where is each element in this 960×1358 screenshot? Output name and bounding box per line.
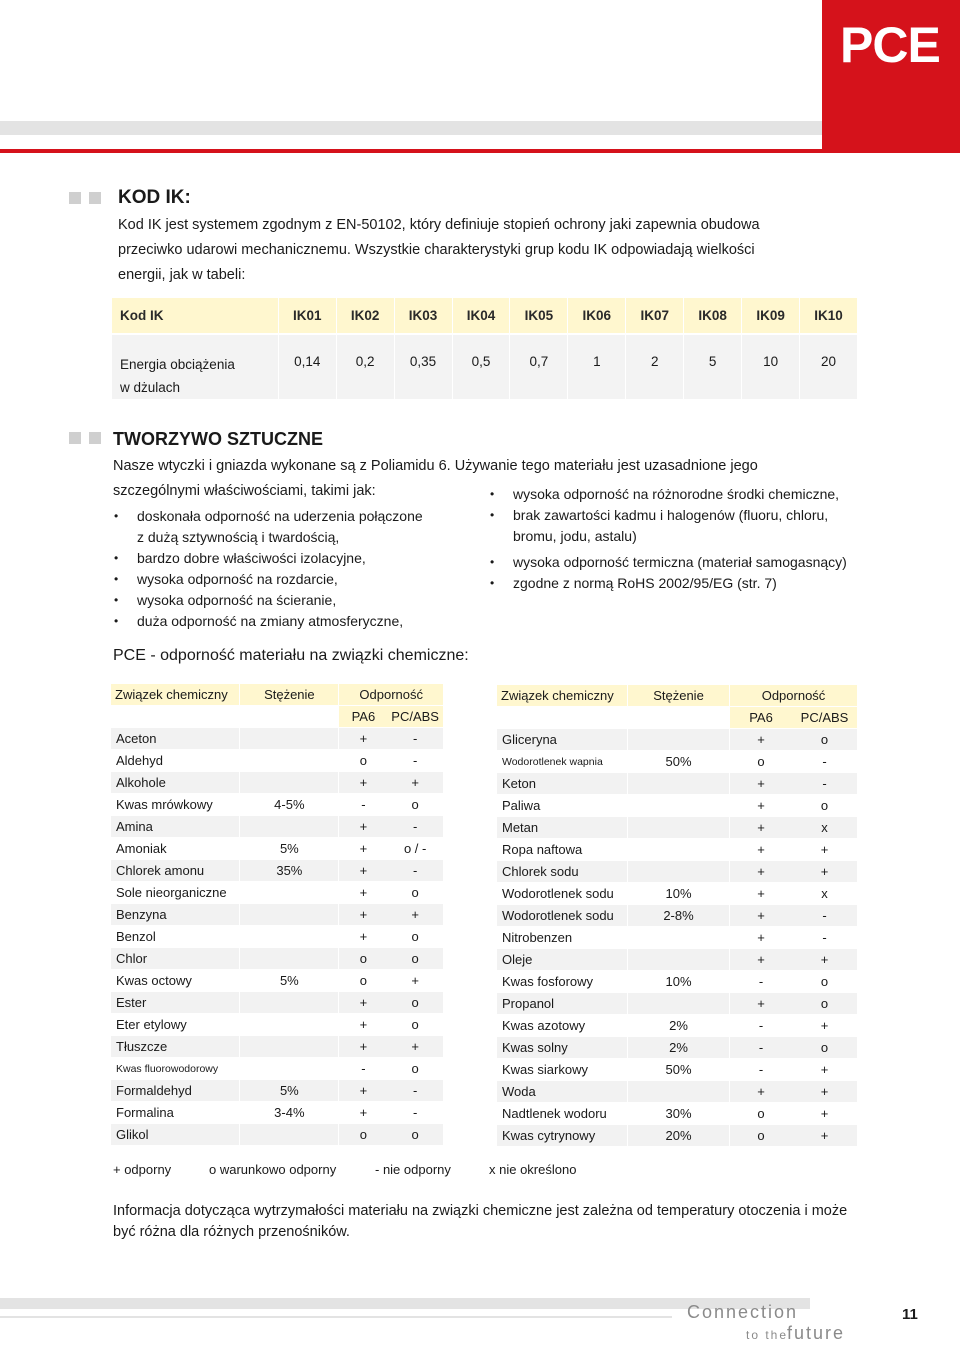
chem-concentration (628, 773, 730, 795)
chem-pa6-value: - (730, 1059, 792, 1081)
chem-concentration (628, 949, 730, 971)
list-item-text: • brak zawartości kadmu i halogenów (fluoru, chloru, (513, 507, 829, 523)
chem-compound: Wodorotlenek wapnia (497, 751, 628, 773)
chem-concentration (628, 795, 730, 817)
table-row (497, 817, 857, 839)
ik-header-row (112, 298, 857, 333)
chemical-table-right (497, 685, 857, 1147)
ik-code: IK10 (799, 298, 857, 333)
list-item-text: • doskonała odporność na uderzenia połączone (137, 508, 423, 524)
list-item (113, 611, 473, 632)
chem-col-pcabs: PC/ABS (387, 706, 443, 728)
legend-unspecified: x nie określono (489, 1162, 577, 1177)
legend-resistant: + odporny (113, 1162, 172, 1177)
table-row (111, 838, 443, 860)
chem-compound: Paliwa (497, 795, 628, 817)
chem-col-pa6: PA6 (730, 707, 792, 729)
table-row (497, 971, 857, 993)
chem-compound: Aldehyd (111, 750, 240, 772)
chem-pa6-value: o (339, 750, 387, 772)
table-row (111, 1014, 443, 1036)
tworzywo-line2: szczególnymi właściwościami, takimi jak: (113, 483, 376, 499)
ik-value: 0,5 (452, 335, 510, 399)
chem-compound: Eter etylowy (111, 1014, 240, 1036)
table-row (111, 750, 443, 772)
chem-compound: Keton (497, 773, 628, 795)
chem-compound: Propanol (497, 993, 628, 1015)
chem-pa6-value: + (339, 1102, 387, 1124)
table-row (497, 949, 857, 971)
logo-text: PCE (840, 17, 940, 73)
chem-pcabs-value: + (792, 949, 857, 971)
chem-pcabs-value: + (387, 970, 443, 992)
chem-compound: Kwas fosforowy (497, 971, 628, 993)
chem-concentration (628, 1081, 730, 1103)
chem-pa6-value: + (730, 839, 792, 861)
chem-pcabs-value: + (387, 904, 443, 926)
list-item (113, 548, 473, 569)
chem-pcabs-value: - (387, 816, 443, 838)
chem-subheader-row (111, 706, 443, 728)
chem-pa6-value: + (339, 926, 387, 948)
chem-subheader-row (497, 707, 857, 729)
ik-energy-row (112, 335, 857, 399)
chemical-table-left (111, 684, 443, 1146)
chem-col-concentration: Stężenie (628, 685, 730, 707)
chem-compound: Kwas cytrynowy (497, 1125, 628, 1147)
table-row (497, 1103, 857, 1125)
ik-value: 0,14 (278, 335, 336, 399)
chem-pa6-value: + (339, 1080, 387, 1102)
chem-pcabs-value: + (792, 839, 857, 861)
chem-pcabs-value: o (387, 992, 443, 1014)
section-marker-icon (89, 192, 101, 204)
ik-value: 10 (741, 335, 799, 399)
chem-pcabs-value: - (387, 728, 443, 750)
chem-concentration (240, 1036, 339, 1058)
table-row (111, 772, 443, 794)
chem-concentration (240, 904, 339, 926)
chem-pcabs-value: o (792, 1037, 857, 1059)
list-item-text: • duża odporność na zmiany atmosferyczne, (137, 613, 404, 629)
chem-pcabs-value: x (792, 817, 857, 839)
chem-pcabs-value: - (387, 860, 443, 882)
chem-compound: Gliceryna (497, 729, 628, 751)
chem-compound: Kwas siarkowy (497, 1059, 628, 1081)
chem-pa6-value: - (339, 794, 387, 816)
table-row (111, 926, 443, 948)
chem-pcabs-value: - (792, 751, 857, 773)
table-row (111, 970, 443, 992)
list-item-text: • wysoka odporność termiczna (materiał samogasnący) (513, 554, 847, 570)
list-item-text: • bardzo dobre właściwości izolacyjne, (137, 550, 366, 566)
table-row (111, 992, 443, 1014)
list-item (489, 552, 869, 573)
chem-compound: Formaldehyd (111, 1080, 240, 1102)
chem-pa6-value: o (339, 970, 387, 992)
chem-pcabs-value: + (387, 1036, 443, 1058)
table-row (497, 839, 857, 861)
chem-pcabs-value: o (387, 1058, 443, 1080)
table-row (111, 1036, 443, 1058)
table-row (111, 1058, 443, 1080)
chem-pa6-value: + (730, 1081, 792, 1103)
chem-concentration: 5% (240, 838, 339, 860)
chem-pcabs-value: o (387, 948, 443, 970)
table-row (111, 1080, 443, 1102)
chem-col-compound: Związek chemiczny (111, 684, 240, 706)
table-row (111, 860, 443, 882)
chem-pa6-value: + (339, 838, 387, 860)
ik-energy-label-line: w dżulach (120, 380, 181, 395)
kod-line: przeciwko udarowi mechanicznemu. Wszystkie charakterystyki grup kodu IK odpowiadają wielkości (118, 242, 755, 258)
chem-compound: Kwas octowy (111, 970, 240, 992)
chem-pa6-value: + (339, 860, 387, 882)
chem-compound: Woda (497, 1081, 628, 1103)
chem-compound: Formalina (111, 1102, 240, 1124)
chem-pa6-value: + (730, 795, 792, 817)
chem-pa6-value: + (339, 728, 387, 750)
chem-pcabs-value: + (792, 861, 857, 883)
chem-concentration (240, 992, 339, 1014)
chem-compound: Wodorotlenek sodu (497, 883, 628, 905)
chem-concentration: 35% (240, 860, 339, 882)
chem-compound: Chlor (111, 948, 240, 970)
page-number: 11 (902, 1306, 918, 1323)
table-row (111, 882, 443, 904)
chem-pcabs-value: o (387, 1014, 443, 1036)
chem-pcabs-value: + (792, 1059, 857, 1081)
chem-header-row (111, 684, 443, 706)
legend-conditional: o warunkowo odporny (209, 1162, 337, 1177)
ik-value: 0,7 (509, 335, 567, 399)
chem-concentration (240, 1058, 339, 1080)
chem-pcabs-value: + (792, 1081, 857, 1103)
pce-logo (822, 0, 960, 153)
chem-pa6-value: - (730, 1015, 792, 1037)
ik-value: 0,2 (336, 335, 394, 399)
chem-pcabs-value: - (387, 1102, 443, 1124)
chem-col-pa6: PA6 (339, 706, 387, 728)
table-row (497, 927, 857, 949)
chem-concentration: 50% (628, 751, 730, 773)
list-item (113, 506, 473, 548)
ik-code: IK07 (625, 298, 683, 333)
chem-pcabs-value: o (387, 1124, 443, 1146)
chem-col-resistance: Odporność (339, 684, 443, 706)
list-item-text: • zgodne z normą RoHS 2002/95/EG (str. 7) (513, 575, 777, 591)
chem-concentration (240, 926, 339, 948)
chem-compound: Sole nieorganiczne (111, 882, 240, 904)
list-item (489, 484, 869, 505)
table-row (497, 1081, 857, 1103)
ik-table (112, 298, 857, 399)
chem-compound: Chlorek sodu (497, 861, 628, 883)
chem-compound: Kwas solny (497, 1037, 628, 1059)
chem-concentration: 2% (628, 1037, 730, 1059)
chem-pcabs-value: - (387, 750, 443, 772)
chem-pcabs-value: o (792, 971, 857, 993)
chem-pa6-value: + (339, 904, 387, 926)
ik-value: 1 (567, 335, 625, 399)
chem-concentration: 50% (628, 1059, 730, 1081)
kod-paragraph (118, 213, 838, 288)
chem-col-concentration: Stężenie (240, 684, 339, 706)
chem-compound: Nitrobenzen (497, 927, 628, 949)
table-row (497, 861, 857, 883)
table-row (497, 1015, 857, 1037)
chemical-resistance-title: PCE - odporność materiału na związki chemiczne: (113, 647, 469, 664)
chem-compound: Wodorotlenek sodu (497, 905, 628, 927)
chem-concentration (628, 817, 730, 839)
chem-pcabs-value: o / - (387, 838, 443, 860)
table-row (497, 1059, 857, 1081)
chem-concentration: 10% (628, 883, 730, 905)
header-band (0, 121, 822, 135)
chem-concentration: 2-8% (628, 905, 730, 927)
ik-energy-label-line: Energia obciążenia (120, 357, 235, 372)
chem-pa6-value: + (339, 816, 387, 838)
footer-to-the: to the (746, 1328, 789, 1342)
table-row (497, 883, 857, 905)
chem-concentration (240, 750, 339, 772)
list-item-text: z dużą sztywnością i twardością, (137, 529, 340, 545)
ik-code: IK04 (452, 298, 510, 333)
list-item-text: • wysoka odporność na ścieranie, (137, 592, 337, 608)
list-item (489, 505, 869, 547)
chem-pcabs-value: o (792, 993, 857, 1015)
chem-pcabs-value: + (792, 1103, 857, 1125)
properties-list-right (489, 484, 869, 594)
chem-pcabs-value: - (792, 773, 857, 795)
table-row (111, 948, 443, 970)
table-row (497, 729, 857, 751)
chem-pa6-value: + (730, 729, 792, 751)
chem-pcabs-value: o (387, 882, 443, 904)
info-line: być różna dla różnych przenośników. (113, 1224, 350, 1240)
chem-pcabs-value: + (387, 772, 443, 794)
kod-line: energii, jak w tabeli: (118, 267, 246, 283)
chem-col-resistance: Odporność (730, 685, 857, 707)
table-row (497, 905, 857, 927)
chem-pa6-value: o (730, 751, 792, 773)
chem-rows-right (497, 729, 857, 1147)
chem-compound: Benzol (111, 926, 240, 948)
chem-pa6-value: + (730, 817, 792, 839)
ik-code: IK05 (509, 298, 567, 333)
chem-pa6-value: + (339, 1014, 387, 1036)
ik-code: IK01 (278, 298, 336, 333)
chem-pa6-value: + (730, 927, 792, 949)
chem-compound: Amoniak (111, 838, 240, 860)
ik-code: IK03 (394, 298, 452, 333)
chem-concentration (628, 861, 730, 883)
chem-compound: Benzyna (111, 904, 240, 926)
chem-concentration: 3-4% (240, 1102, 339, 1124)
chem-pcabs-value: + (792, 1125, 857, 1147)
chem-pcabs-value: - (387, 1080, 443, 1102)
chem-col-pcabs: PC/ABS (792, 707, 857, 729)
chem-pcabs-value: o (792, 729, 857, 751)
chem-pa6-value: + (730, 861, 792, 883)
list-item-text: • wysoka odporność na różnorodne środki chemiczne, (513, 486, 840, 502)
list-item (113, 590, 473, 611)
chem-compound: Tłuszcze (111, 1036, 240, 1058)
chem-concentration (240, 728, 339, 750)
kod-line: Kod IK jest systemem zgodnym z EN-50102, który definiuje stopień ochrony jaki zapewnia obudowa (118, 217, 760, 233)
chem-compound: Metan (497, 817, 628, 839)
chem-pa6-value: + (730, 883, 792, 905)
chem-col-compound: Związek chemiczny (497, 685, 628, 707)
section-marker-icon (69, 192, 81, 204)
table-row (497, 751, 857, 773)
chem-concentration (240, 1014, 339, 1036)
table-row (497, 1037, 857, 1059)
ik-header-label: Kod IK (112, 298, 278, 333)
chem-concentration: 2% (628, 1015, 730, 1037)
chem-concentration (628, 839, 730, 861)
chem-concentration: 5% (240, 1080, 339, 1102)
ik-value: 20 (799, 335, 857, 399)
chem-pa6-value: o (339, 948, 387, 970)
tworzywo-line1: Nasze wtyczki i gniazda wykonane są z Poliamidu 6. Używanie tego materiału jest uzasadnione jego (113, 458, 758, 474)
list-item-text: bromu, jodu, astalu) (513, 528, 637, 544)
chem-compound: Kwas azotowy (497, 1015, 628, 1037)
chem-pcabs-value: o (387, 794, 443, 816)
ik-code: IK09 (741, 298, 799, 333)
kod-heading: KOD IK: (118, 187, 191, 208)
table-row (111, 816, 443, 838)
chem-pcabs-value: - (792, 905, 857, 927)
header-red-line (0, 149, 960, 153)
table-row (497, 795, 857, 817)
chem-compound: Kwas fluorowodorowy (111, 1058, 240, 1080)
tworzywo-heading: TWORZYWO SZTUCZNE (113, 429, 323, 449)
chem-concentration (240, 948, 339, 970)
chem-pa6-value: + (730, 993, 792, 1015)
list-item-text: • wysoka odporność na rozdarcie, (137, 571, 338, 587)
chem-compound: Nadtlenek wodoru (497, 1103, 628, 1125)
table-row (497, 993, 857, 1015)
table-row (111, 794, 443, 816)
chem-pcabs-value: o (387, 926, 443, 948)
ik-value: 5 (683, 335, 741, 399)
chem-compound: Ropa naftowa (497, 839, 628, 861)
ik-value: 0,35 (394, 335, 452, 399)
chem-pcabs-value: - (792, 927, 857, 949)
chem-compound: Ester (111, 992, 240, 1014)
chem-compound: Kwas mrówkowy (111, 794, 240, 816)
footer-future: future (787, 1323, 846, 1343)
chem-concentration (628, 729, 730, 751)
table-row (111, 1102, 443, 1124)
chem-pa6-value: + (730, 773, 792, 795)
chem-concentration (240, 772, 339, 794)
chem-concentration: 20% (628, 1125, 730, 1147)
chem-pcabs-value: o (792, 795, 857, 817)
table-row (111, 904, 443, 926)
chem-header-row (497, 685, 857, 707)
info-line: Informacja dotycząca wytrzymałości materiału na związki chemiczne jest zależna od temperatury otoczenia i może (113, 1203, 848, 1219)
chem-concentration: 30% (628, 1103, 730, 1125)
info-paragraph (113, 1201, 858, 1243)
chem-pa6-value: o (730, 1125, 792, 1147)
chem-pa6-value: + (339, 882, 387, 904)
chem-compound: Amina (111, 816, 240, 838)
chem-pcabs-value: x (792, 883, 857, 905)
chem-pa6-value: o (339, 1124, 387, 1146)
table-row (111, 1124, 443, 1146)
section-marker-icon (89, 432, 101, 444)
footer-connection: Connection (687, 1302, 799, 1322)
footer-line (0, 1316, 672, 1318)
chem-concentration (240, 816, 339, 838)
ik-value: 2 (625, 335, 683, 399)
chem-compound: Oleje (497, 949, 628, 971)
chem-pcabs-value: + (792, 1015, 857, 1037)
chem-compound: Glikol (111, 1124, 240, 1146)
chem-pa6-value: - (339, 1058, 387, 1080)
chem-compound: Chlorek amonu (111, 860, 240, 882)
properties-list-left (113, 506, 473, 632)
chem-concentration (240, 882, 339, 904)
chem-compound: Alkohole (111, 772, 240, 794)
chem-pa6-value: + (730, 905, 792, 927)
chem-pa6-value: + (730, 949, 792, 971)
chem-rows-left (111, 728, 443, 1146)
legend-not-resistant: - nie odporny (375, 1162, 451, 1177)
section-marker-icon (69, 432, 81, 444)
chem-pa6-value: - (730, 971, 792, 993)
list-item (113, 569, 473, 590)
ik-code: IK06 (567, 298, 625, 333)
chem-concentration (628, 993, 730, 1015)
chem-compound: Aceton (111, 728, 240, 750)
chem-concentration: 10% (628, 971, 730, 993)
ik-code: IK02 (336, 298, 394, 333)
chem-pa6-value: o (730, 1103, 792, 1125)
chem-pa6-value: + (339, 992, 387, 1014)
ik-energy-label (112, 335, 278, 399)
chem-concentration: 5% (240, 970, 339, 992)
chem-pa6-value: + (339, 1036, 387, 1058)
chem-pa6-value: - (730, 1037, 792, 1059)
table-row (497, 1125, 857, 1147)
table-row (111, 728, 443, 750)
chem-concentration (628, 927, 730, 949)
table-row (497, 773, 857, 795)
chem-pa6-value: + (339, 772, 387, 794)
list-item (489, 573, 869, 594)
chem-concentration (240, 1124, 339, 1146)
ik-code: IK08 (683, 298, 741, 333)
chem-concentration: 4-5% (240, 794, 339, 816)
